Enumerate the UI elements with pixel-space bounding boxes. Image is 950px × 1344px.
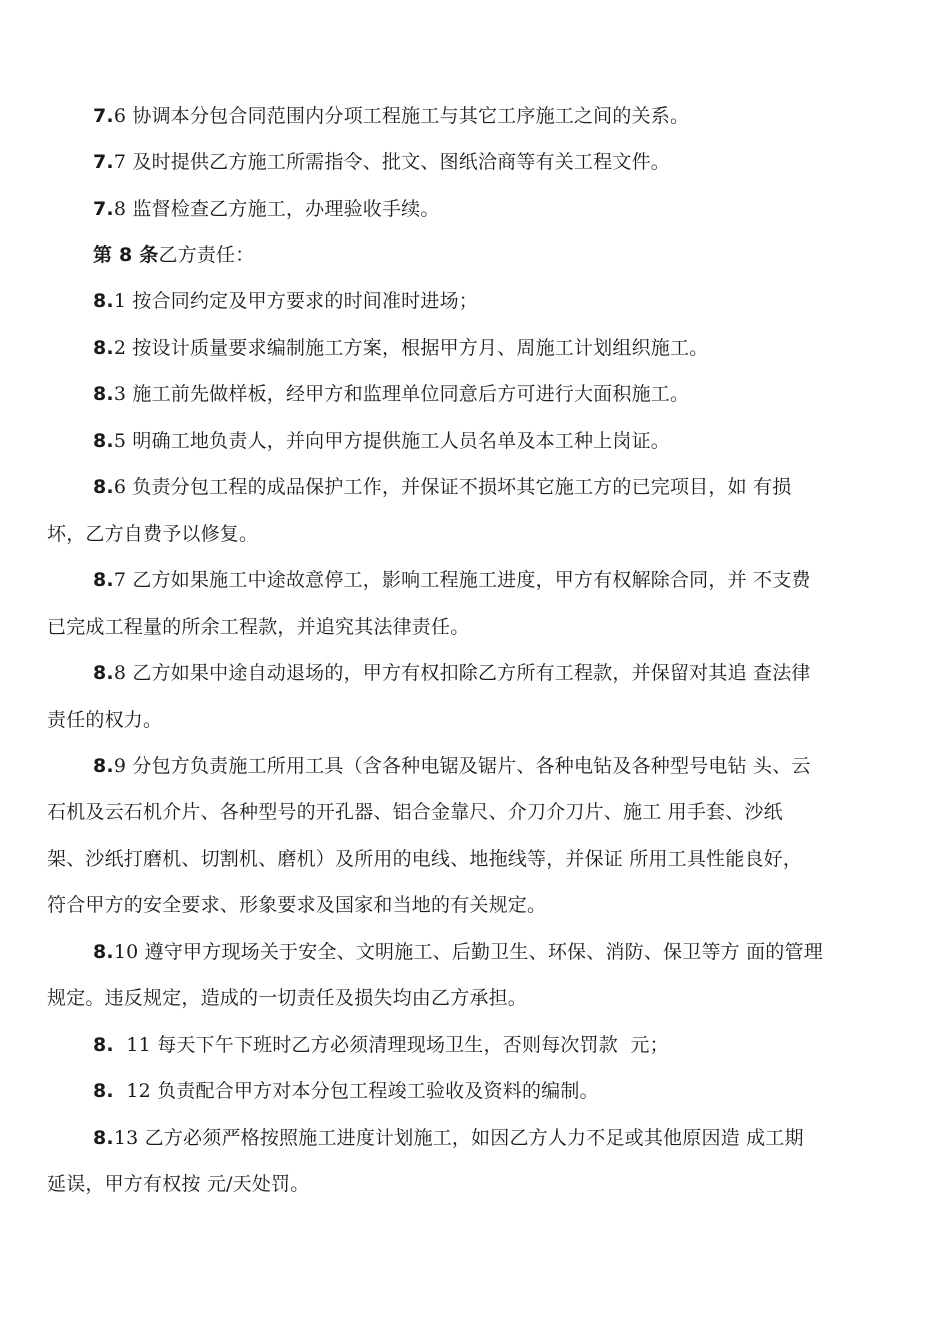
clause-8-5 — [93, 428, 670, 454]
clause-number: 7. — [93, 198, 114, 220]
clause-text: 石机及云石机介片、各种型号的开孔器、铝合金靠尺、介刀介刀片、施工 用手套、沙纸 — [47, 801, 783, 823]
clause-text: 7 乙方如果施工中途故意停工，影响工程施工进度，甲方有权解除合同，并 不支费 — [113, 569, 811, 591]
clause-text: 6 协调本分包合同范围内分项工程施工与其它工序施工之间的关系。 — [113, 105, 690, 127]
clause-text: 3 施工前先做样板，经甲方和监理单位同意后方可进行大面积施工。 — [113, 383, 690, 405]
clause-8-8 — [93, 660, 811, 686]
clause-7-7 — [93, 149, 670, 175]
article-title: 乙方责任： — [158, 244, 255, 266]
clause-8-9-continued — [47, 846, 802, 872]
clause-8-10 — [93, 939, 823, 965]
article-number: 第 8 条 — [93, 244, 159, 266]
article-8-heading — [93, 242, 254, 268]
clause-8-12 — [93, 1078, 599, 1104]
clause-text: 1 按合同约定及甲方要求的时间准时进场； — [113, 290, 478, 312]
clause-8-13 — [93, 1125, 804, 1151]
clause-number: 8. — [93, 476, 114, 498]
clause-8-1 — [93, 288, 478, 314]
clause-text: 6 负责分包工程的成品保护工作，并保证不损坏其它施工方的已完项目，如 有损 — [113, 476, 792, 498]
clause-number: 7. — [93, 151, 114, 173]
clause-number: 8. — [93, 941, 114, 963]
clause-8-9-continued — [47, 892, 546, 918]
clause-text: 10 遵守甲方现场关于安全、文明施工、后勤卫生、环保、消防、保卫等方 面的管理 — [113, 941, 823, 963]
clause-text: 11 每天下午下班时乙方必须清理现场卫生，否则每次罚款 元； — [113, 1034, 669, 1056]
clause-number: 8. — [93, 569, 114, 591]
clause-8-9 — [93, 753, 811, 779]
clause-number: 8. — [93, 1034, 114, 1056]
clause-text: 7 及时提供乙方施工所需指令、批文、图纸洽商等有关工程文件。 — [113, 151, 670, 173]
clause-text: 已完成工程量的所余工程款，并追究其法律责任。 — [47, 616, 470, 638]
clause-number: 8. — [93, 755, 114, 777]
clause-8-6 — [93, 474, 791, 500]
clause-text: 架、沙纸打磨机、切割机、磨机）及所用的电线、地拖线等，并保证 所用工具性能良好， — [47, 848, 803, 870]
clause-number: 8. — [93, 430, 114, 452]
clause-text: 8 乙方如果中途自动退场的，甲方有权扣除乙方所有工程款，并保留对其追 查法律 — [113, 662, 811, 684]
clause-8-3 — [93, 381, 689, 407]
clause-number: 8. — [93, 1080, 114, 1102]
clause-number: 8. — [93, 290, 114, 312]
clause-8-8-continued — [47, 707, 162, 733]
clause-text: 延误，甲方有权按 元/天处罚。 — [47, 1173, 310, 1195]
clause-8-7 — [93, 567, 811, 593]
clause-number: 8. — [93, 337, 114, 359]
clause-7-8 — [93, 196, 440, 222]
clause-8-7-continued — [47, 614, 469, 640]
clause-text: 12 负责配合甲方对本分包工程竣工验收及资料的编制。 — [113, 1080, 599, 1102]
clause-number: 8. — [93, 1127, 114, 1149]
clause-number: 8. — [93, 662, 114, 684]
clause-8-10-continued — [47, 985, 527, 1011]
clause-8-9-continued — [47, 799, 783, 825]
clause-text: 规定。违反规定，造成的一切责任及损失均由乙方承担。 — [47, 987, 528, 1009]
clause-text: 坏，乙方自费予以修复。 — [47, 523, 259, 545]
clause-text: 5 明确工地负责人，并向甲方提供施工人员名单及本工种上岗证。 — [113, 430, 670, 452]
clause-7-6 — [93, 103, 689, 129]
clause-text: 符合甲方的安全要求、形象要求及国家和当地的有关规定。 — [47, 894, 547, 916]
clause-number: 7. — [93, 105, 114, 127]
clause-8-11 — [93, 1032, 669, 1058]
clause-text: 责任的权力。 — [47, 709, 163, 731]
clause-8-6-continued — [47, 521, 258, 547]
clause-text: 2 按设计质量要求编制施工方案，根据甲方月、周施工计划组织施工。 — [113, 337, 709, 359]
clause-8-2 — [93, 335, 708, 361]
clause-number: 8. — [93, 383, 114, 405]
clause-text: 8 监督检查乙方施工，办理验收手续。 — [113, 198, 440, 220]
clause-text: 9 分包方负责施工所用工具（含各种电锯及锯片、各种电钻及各种型号电钻 头、云 — [113, 755, 811, 777]
clause-8-13-continued — [47, 1171, 309, 1197]
clause-text: 13 乙方必须严格按照施工进度计划施工，如因乙方人力不足或其他原因造 成工期 — [113, 1127, 804, 1149]
